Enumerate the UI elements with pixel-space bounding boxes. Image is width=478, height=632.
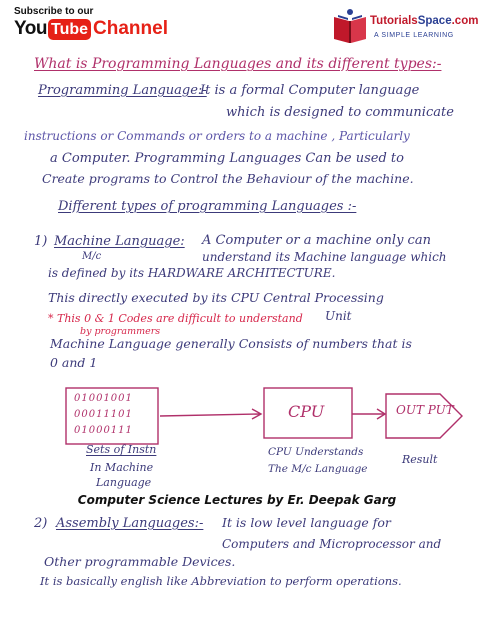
in-machine-line-2: Language — [96, 476, 152, 489]
arrow-to-cpu — [160, 414, 260, 416]
assembly-line-4: It is basically english like Abbreviation to perform operations. — [40, 574, 402, 588]
binary-line-1: 01001001 — [74, 393, 133, 404]
in-machine-line-1: In Machine — [90, 461, 154, 474]
machine-line-6: 0 and 1 — [50, 355, 98, 370]
youtube-logo — [14, 18, 168, 40]
youtube-tube-text: Tube — [48, 19, 91, 40]
definition-line-3: instructions or Commands or orders to a machine , Particularly — [24, 129, 410, 143]
assembly-number: 2) — [34, 516, 48, 531]
machine-line-5: Machine Language generally Consists of numbers that is — [50, 336, 412, 351]
assembly-term: Assembly Languages:- — [56, 516, 204, 531]
machine-note: * This 0 & 1 Codes are difficult to understand — [48, 312, 303, 325]
definition-term: Programming Language:- — [38, 83, 207, 98]
subscribe-text: Subscribe to our — [14, 6, 94, 17]
definition-line-1: It is a formal Computer language — [200, 83, 420, 98]
types-heading: Different types of programming Languages :- — [58, 199, 357, 214]
youtube-you-text: You — [14, 18, 47, 39]
machine-line-2: understand its Machine language which — [202, 250, 447, 264]
definition-line-2: which is designed to communicate — [226, 105, 454, 120]
page-title: What is Programming Languages and its different types:- — [34, 56, 442, 72]
binary-line-3: 01000111 — [74, 425, 133, 436]
assembly-line-1: It is low level language for — [222, 515, 391, 530]
definition-line-4: a Computer. Programming Languages Can be used to — [50, 151, 404, 166]
machine-line-1: A Computer or a machine only can — [202, 233, 431, 248]
definition-line-5: Create programs to Control the Behaviour of the machine. — [42, 171, 414, 186]
assembly-line-2: Computers and Microprocessor and — [222, 537, 442, 551]
machine-term-abbrev: M/c — [82, 251, 102, 262]
youtube-channel-text: Channel — [93, 18, 168, 39]
output-label: OUT PUT — [396, 403, 454, 417]
youtube-subscribe-banner[interactable] — [14, 6, 168, 40]
cpu-label: CPU — [288, 402, 325, 421]
machine-language-diagram — [0, 380, 474, 490]
machine-number: 1) — [34, 234, 48, 249]
cpu-caption-1: CPU Understands — [268, 446, 364, 458]
logo-tagline: A SIMPLE LEARNING — [374, 32, 454, 39]
machine-note-cont: by programmers — [80, 326, 161, 337]
book-icon — [332, 7, 368, 47]
logo-name: TutorialsSpace.com — [370, 15, 478, 27]
lecture-credit: Computer Science Lectures by Er. Deepak Garg — [77, 493, 397, 507]
output-caption: Result — [402, 453, 438, 466]
machine-line-3: is defined by its HARDWARE ARCHITECTURE. — [48, 266, 336, 280]
machine-term: Machine Language: — [54, 234, 185, 249]
assembly-line-3: Other programmable Devices. — [44, 554, 236, 569]
machine-line-4-cont: Unit — [325, 309, 352, 323]
binary-caption: Sets of Instn — [86, 443, 157, 456]
binary-line-2: 00011101 — [74, 409, 133, 420]
tutorialsspace-logo[interactable] — [332, 7, 478, 47]
machine-line-4: This directly executed by its CPU Central Processing — [48, 290, 384, 305]
cpu-caption-2: The M/c Language — [268, 463, 368, 475]
